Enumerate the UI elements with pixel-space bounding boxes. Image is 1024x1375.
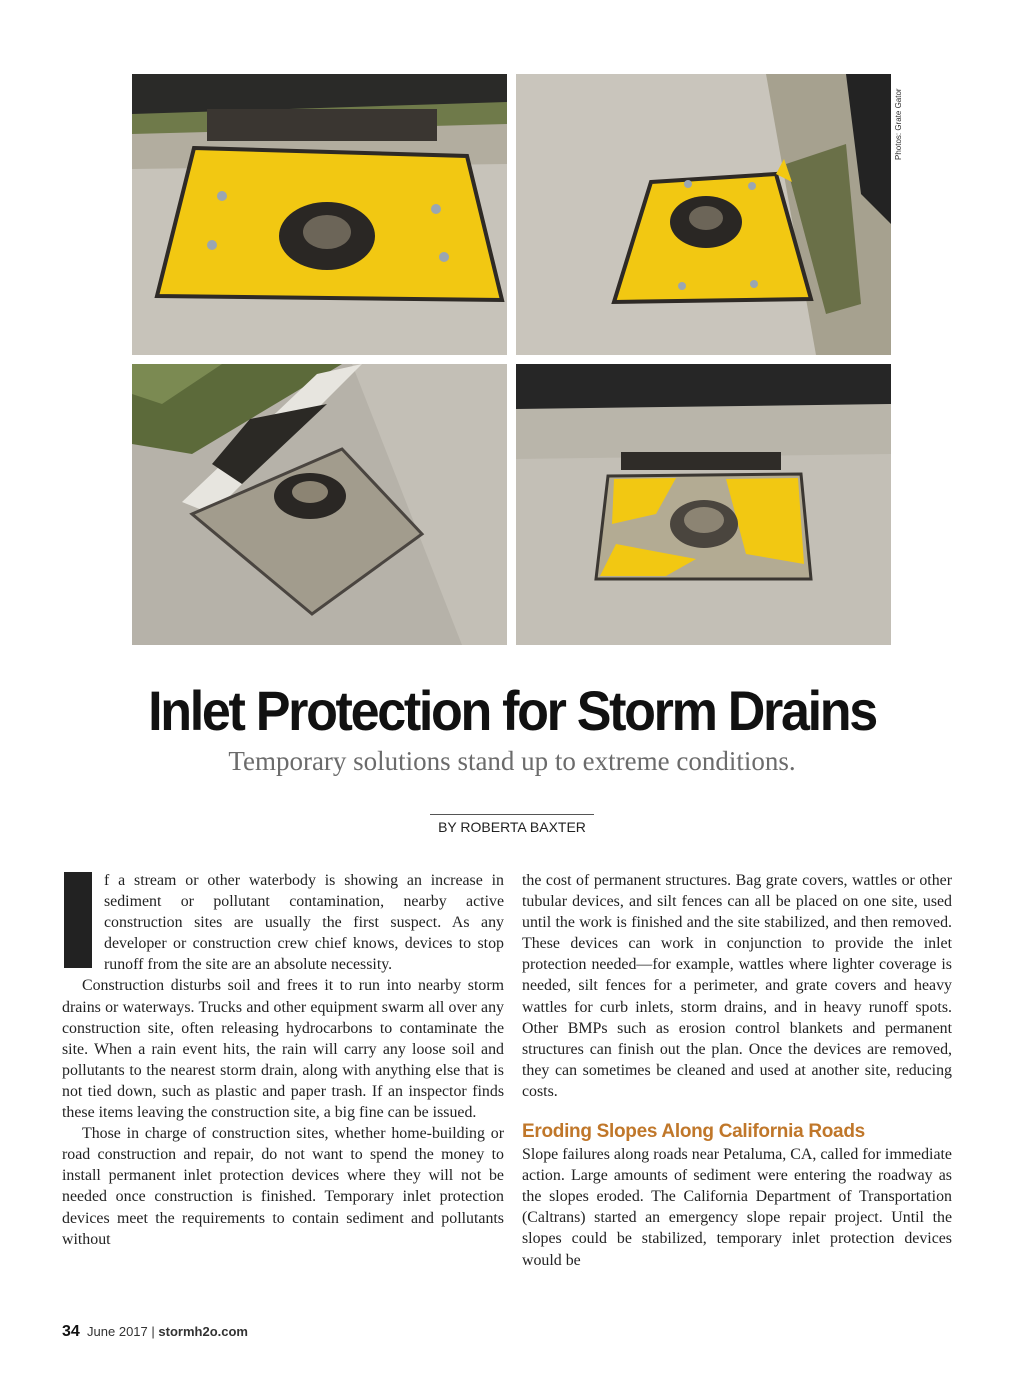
photo-credit: Photos: Grate Gator [894,88,903,160]
byline-rule [430,814,594,815]
article-deck: Temporary solutions stand up to extreme conditions. [228,746,796,776]
left-column [62,870,504,1250]
right-column [522,870,952,1271]
photo-used-mat [516,364,891,645]
photo-installed-mat [516,74,891,355]
paragraph: Slope failures along roads near Petaluma, CA, called for immediate action. Large amounts of sediment were entering the roadway as the slopes eroded. The California Department of Transportation (Caltrans) started an emergency slope repair project. Until the slopes could be stabilized, temporary inlet protection devices would be [522,1146,952,1269]
page-footer [62,1323,248,1341]
site-url: stormh2o.com [158,1324,248,1339]
article-title: Inlet Protection for Storm Drains [148,679,876,742]
paragraph: Those in charge of construction sites, whether home-building or road construction and repair, do not want to spend the money to install permanent inlet protection devices where they will not be needed once construction is finished. Temporary inlet protection devices meet the requirements to contain sediment and pollutants without [62,1125,504,1248]
photo-grid [132,74,891,645]
photo-new-inlet-mat [132,74,507,355]
photo-mat-with-sediment [132,364,507,645]
paragraph: the cost of permanent structures. Bag grate covers, wattles or other tubular devices, and silt fences can all be placed on one site, used until the work is finished and the site stabilized, and then removed. These devices can work in conjunction to provide the inlet protection needed—for example, wattles where lighter coverage is needed, silt fences for a perimeter, and grate covers and heavy wattles for curb inlets, storm drains, and in heavy runoff spots. Other BMPs such as erosion control blankets and permanent structures can finish out the plan. Once the devices are removed, they can sometimes be cleaned and used at another site, reducing costs. [522,872,952,1100]
section-subhead: Eroding Slopes Along California Roads [522,1121,865,1143]
issue-date: June 2017 [87,1324,148,1339]
paragraph: f a stream or other waterbody is showing an increase in sediment or pollutant contamination, nearby active construction sites are usually the first suspect. As any developer or construction crew chief knows, devices to stop runoff from the site are an absolute necessity. [62,870,504,975]
drop-cap [64,872,92,968]
footer-separator: | [151,1324,155,1339]
paragraph: Construction disturbs soil and frees it to run into nearby storm drains or waterways. Trucks and other equipment swarm all over any construction site, often releasing hydrocarbons to contaminate the site. When a rain event hits, the rain will carry any loose soil and pollutants to the nearest storm drain, along with anything else that is not tied down, such as plastic and paper trash. If an inspector finds these items leaving the construction site, a big fine can be issued. [62,977,504,1122]
byline: BY ROBERTA BAXTER [438,819,586,835]
page-number: 34 [62,1323,80,1340]
